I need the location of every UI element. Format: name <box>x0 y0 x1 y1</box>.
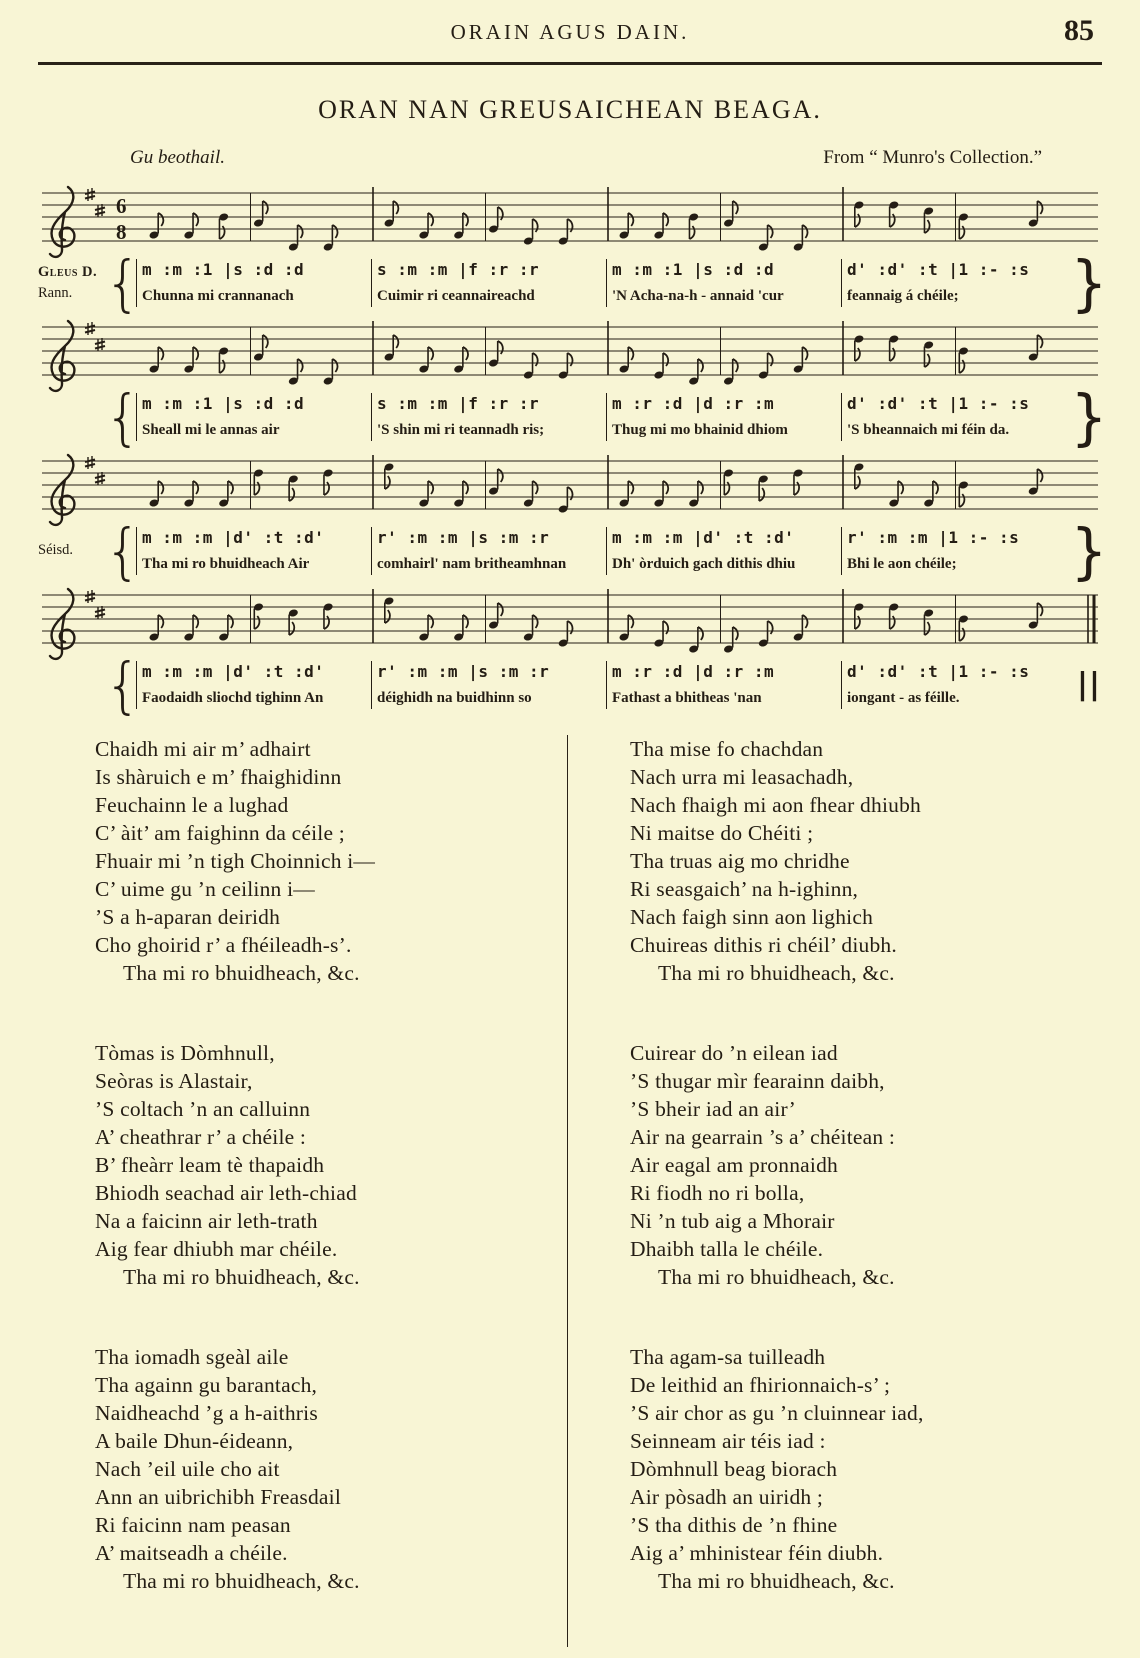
solfa-notation: m :m :m |d' :t :d' <box>142 528 325 547</box>
verse-line: Ri faicinn nam peasan <box>95 1513 291 1537</box>
stanza-lines <box>630 735 1102 959</box>
lyric-text: Chunna mi crannanach <box>142 288 294 304</box>
verse-line: ’S coltach ’n an calluinn <box>95 1097 311 1121</box>
solfa-notation: m :m :1 |s :d :d <box>142 394 305 413</box>
verse-line: Air na gearrain ’s a’ chéitean : <box>630 1125 896 1149</box>
verse-line: Tha truas aig mo chridhe <box>630 849 850 873</box>
verse-line: C’ uime gu ’n ceilinn i— <box>95 877 315 901</box>
verse-line: Nach urra mi leasachadh, <box>630 765 854 789</box>
solfa-notation: r' :m :m |1 :- :s <box>847 528 1020 547</box>
lyric-text: Tha mi ro bhuidheach Air <box>142 556 310 572</box>
solfa-notation: r' :m :m |s :m :r <box>377 662 550 681</box>
verse-line: Aig a’ mhinistear féin diubh. <box>630 1541 884 1565</box>
verse-line: Tòmas is Dòmhnull, <box>95 1041 275 1065</box>
lyric-text: comhairl' nam britheamhnan <box>377 556 567 572</box>
header-rule <box>38 62 1102 65</box>
verse-line: Seinneam air téis iad : <box>630 1429 826 1453</box>
verse-line: ’S air chor as gu ’n cluinnear iad, <box>630 1401 924 1425</box>
tempo-row <box>38 147 1102 181</box>
stanza <box>630 1343 1102 1595</box>
close-brace: } <box>1070 247 1108 319</box>
verse-line: Chuireas dithis ri chéil’ diubh. <box>630 933 897 957</box>
verse-line: Tha agam-sa tuilleadh <box>630 1345 826 1369</box>
verse-line: Ri seasgaich’ na h-ighinn, <box>630 877 859 901</box>
measure-cell <box>371 661 606 709</box>
running-title: ORAIN AGUS DAIN. <box>450 20 690 44</box>
measure-cell <box>841 527 1076 575</box>
solfa-lyric-rows <box>38 649 1102 721</box>
verse-line: Na a faicinn air leth-trath <box>95 1209 318 1233</box>
verse-line: Ni maitse do Chéiti ; <box>630 821 814 845</box>
verse-line: Dòmhnull beag biorach <box>630 1457 838 1481</box>
measure-cell <box>136 661 371 709</box>
verse-line: A’ maitseadh a chéile. <box>95 1541 288 1565</box>
verse-line: Fhuair mi ’n tigh Choinnich i— <box>95 849 376 873</box>
source-attribution: From “ Munro's Collection.” <box>823 147 1042 168</box>
open-brace: { <box>104 381 142 453</box>
lyric-text: Bhi le aon chéile; <box>847 556 957 572</box>
svg-text:8: 8 <box>116 220 127 244</box>
stanza-lines <box>630 1039 1102 1263</box>
verse-line: B’ fheàrr leam tè thapaidh <box>95 1153 325 1177</box>
solfa-lyric-rows <box>38 381 1108 453</box>
lyric-text: Dh' òrduich gach dithis dhiu <box>612 556 796 572</box>
solfa-notation: m :m :1 |s :d :d <box>612 260 775 279</box>
tempo-marking: Gu beothail. <box>130 147 225 168</box>
measure-cell <box>371 527 606 575</box>
measure-cell <box>136 527 371 575</box>
verse-line: Cho ghoirid r’ a fhéileadh-s’. <box>95 933 352 957</box>
music-system-4 <box>38 585 1102 721</box>
measure-cell <box>606 259 841 307</box>
music-staff <box>38 585 1102 663</box>
lyric-text: Cuimir ri ceannaireachd <box>377 288 535 304</box>
system-label <box>38 259 110 307</box>
page-number: 85 <box>1064 14 1094 47</box>
system-label <box>38 393 110 441</box>
lyric-text: 'S shin mi ri teannadh ris; <box>377 422 545 438</box>
music-system-3 <box>38 451 1108 587</box>
measure-cells <box>136 527 1076 575</box>
open-brace: { <box>104 247 142 319</box>
lyric-text: feannaig á chéile; <box>847 288 959 304</box>
music-system-2 <box>38 317 1108 453</box>
verse-line: Ri fiodh no ri bolla, <box>630 1181 805 1205</box>
measure-cell <box>136 393 371 441</box>
solfa-notation: m :m :m |d' :t :d' <box>142 662 325 681</box>
verse-line: Dhaibh talla le chéile. <box>630 1237 824 1261</box>
verse-line: Bhiodh seachad air leth-chiad <box>95 1181 357 1205</box>
key-label: Gleus D. <box>38 263 98 280</box>
stanza-lines <box>95 1343 567 1567</box>
measure-cell <box>841 393 1076 441</box>
verse-line: Seòras is Alastair, <box>95 1069 253 1093</box>
lyric-text: Sheall mi le annas air <box>142 422 280 438</box>
svg-text:6: 6 <box>116 194 127 218</box>
verse-line: Air pòsadh an uiridh ; <box>630 1485 824 1509</box>
close-brace: } <box>1070 381 1108 453</box>
lyric-text: Faodaidh sliochd tighinn An <box>142 690 324 706</box>
solfa-lyric-rows <box>38 247 1108 319</box>
measure-cell <box>371 393 606 441</box>
lyric-text: 'N Acha-na-h - annaid 'cur <box>612 288 784 304</box>
stanza-lines <box>95 1039 567 1263</box>
solfa-notation: m :m :1 |s :d :d <box>142 260 305 279</box>
running-head <box>38 14 1102 54</box>
music-system-1 <box>38 183 1108 319</box>
verse-line: Nach fhaigh mi aon fhear dhiubh <box>630 793 921 817</box>
stanza <box>630 1039 1102 1291</box>
verse-line: ’S tha dithis de ’n fhine <box>630 1513 838 1537</box>
verse-line: Naidheachd ’g a h-aithris <box>95 1401 318 1425</box>
verse-line: Cuirear do ’n eilean iad <box>630 1041 838 1065</box>
stanza <box>630 735 1102 987</box>
solfa-notation: s :m :m |f :r :r <box>377 260 540 279</box>
left-verse-column <box>38 735 567 1647</box>
verse-line: Feuchainn le a lughad <box>95 793 289 817</box>
verse-line: Ni ’n tub aig a Mhorair <box>630 1209 835 1233</box>
lyric-text: iongant - as féille. <box>847 690 960 706</box>
lyric-text: Thug mi mo bhainid dhiom <box>612 422 788 438</box>
verse-line: Nach faigh sinn aon lighich <box>630 905 874 929</box>
solfa-notation: d' :d' :t |1 :- :s <box>847 394 1030 413</box>
verse-line: Chaidh mi air m’ adhairt <box>95 737 311 761</box>
chorus-label: Séisd. <box>38 542 74 559</box>
solfa-notation: m :m :m |d' :t :d' <box>612 528 795 547</box>
close-brace: } <box>1070 515 1108 587</box>
solfa-notation: r' :m :m |s :m :r <box>377 528 550 547</box>
verse-line: Nach ’eil uile cho ait <box>95 1457 280 1481</box>
lyric-text: Fathast a bhitheas 'nan <box>612 690 762 706</box>
music-staff <box>38 183 1102 261</box>
music-staff <box>38 451 1102 529</box>
measure-cells <box>136 661 1076 709</box>
verse-line: ’S bheir iad an air’ <box>630 1097 796 1121</box>
stanza-lines <box>630 1343 1102 1567</box>
verse-line: De leithid an fhirionnaich-s’ ; <box>630 1373 891 1397</box>
stanza <box>95 1039 567 1291</box>
refrain-line: Tha mi ro bhuidheach, &c. <box>123 1569 360 1593</box>
verse-line: ’S a h-aparan deiridh <box>95 905 281 929</box>
verse-columns <box>38 735 1102 1647</box>
refrain-line: Tha mi ro bhuidheach, &c. <box>123 961 360 985</box>
measure-cell <box>606 393 841 441</box>
refrain-line: Tha mi ro bhuidheach, &c. <box>658 961 895 985</box>
music-staff <box>38 317 1102 395</box>
solfa-notation: m :r :d |d :r :m <box>612 662 775 681</box>
stanza-lines <box>95 735 567 959</box>
solfa-notation: d' :d' :t |1 :- :s <box>847 662 1030 681</box>
stanza <box>95 1343 567 1595</box>
verse-line: Air eagal am pronnaidh <box>630 1153 838 1177</box>
solfa-notation: m :r :d |d :r :m <box>612 394 775 413</box>
verse-line: A baile Dhun-éideann, <box>95 1429 294 1453</box>
refrain-line: Tha mi ro bhuidheach, &c. <box>658 1265 895 1289</box>
system-label <box>38 661 110 709</box>
solfa-notation: s :m :m |f :r :r <box>377 394 540 413</box>
refrain-line: Tha mi ro bhuidheach, &c. <box>123 1265 360 1289</box>
measure-cell <box>606 527 841 575</box>
measure-cell <box>841 259 1076 307</box>
measure-cells <box>136 393 1076 441</box>
verse-line: C’ àit’ am faighinn da céile ; <box>95 821 345 845</box>
song-title: ORAN NAN GREUSAICHEAN BEAGA. <box>318 95 822 124</box>
right-verse-column <box>567 735 1102 1647</box>
verse-line: Aig fear dhiubh mar chéile. <box>95 1237 338 1261</box>
system-label <box>38 527 110 575</box>
lyric-text: 'S bheannaich mi féin da. <box>847 422 1010 438</box>
verse-line: Is shàruich e m’ fhaighidinn <box>95 765 342 789</box>
verse-line: Ann an uibrichibh Freasdail <box>95 1485 342 1509</box>
open-brace: { <box>104 649 142 721</box>
measure-cell <box>841 661 1076 709</box>
verse-line: Tha mise fo chachdan <box>630 737 824 761</box>
measure-cell <box>136 259 371 307</box>
lyric-text: déighidh na buidhinn so <box>377 690 532 706</box>
measure-cell <box>606 661 841 709</box>
verse-line: Tha iomadh sgeàl aile <box>95 1345 289 1369</box>
verse-label: Rann. <box>38 285 73 301</box>
verse-line: ’S thugar mìr fearainn daibh, <box>630 1069 885 1093</box>
stanza <box>95 735 567 987</box>
final-barline: || <box>1077 667 1101 702</box>
verse-line: A’ cheathrar r’ a chéile : <box>95 1125 307 1149</box>
open-brace: { <box>104 515 142 587</box>
measure-cell <box>371 259 606 307</box>
verse-line: Tha againn gu barantach, <box>95 1373 318 1397</box>
solfa-notation: d' :d' :t |1 :- :s <box>847 260 1030 279</box>
measure-cells <box>136 259 1076 307</box>
solfa-lyric-rows <box>38 515 1108 587</box>
refrain-line: Tha mi ro bhuidheach, &c. <box>658 1569 895 1593</box>
